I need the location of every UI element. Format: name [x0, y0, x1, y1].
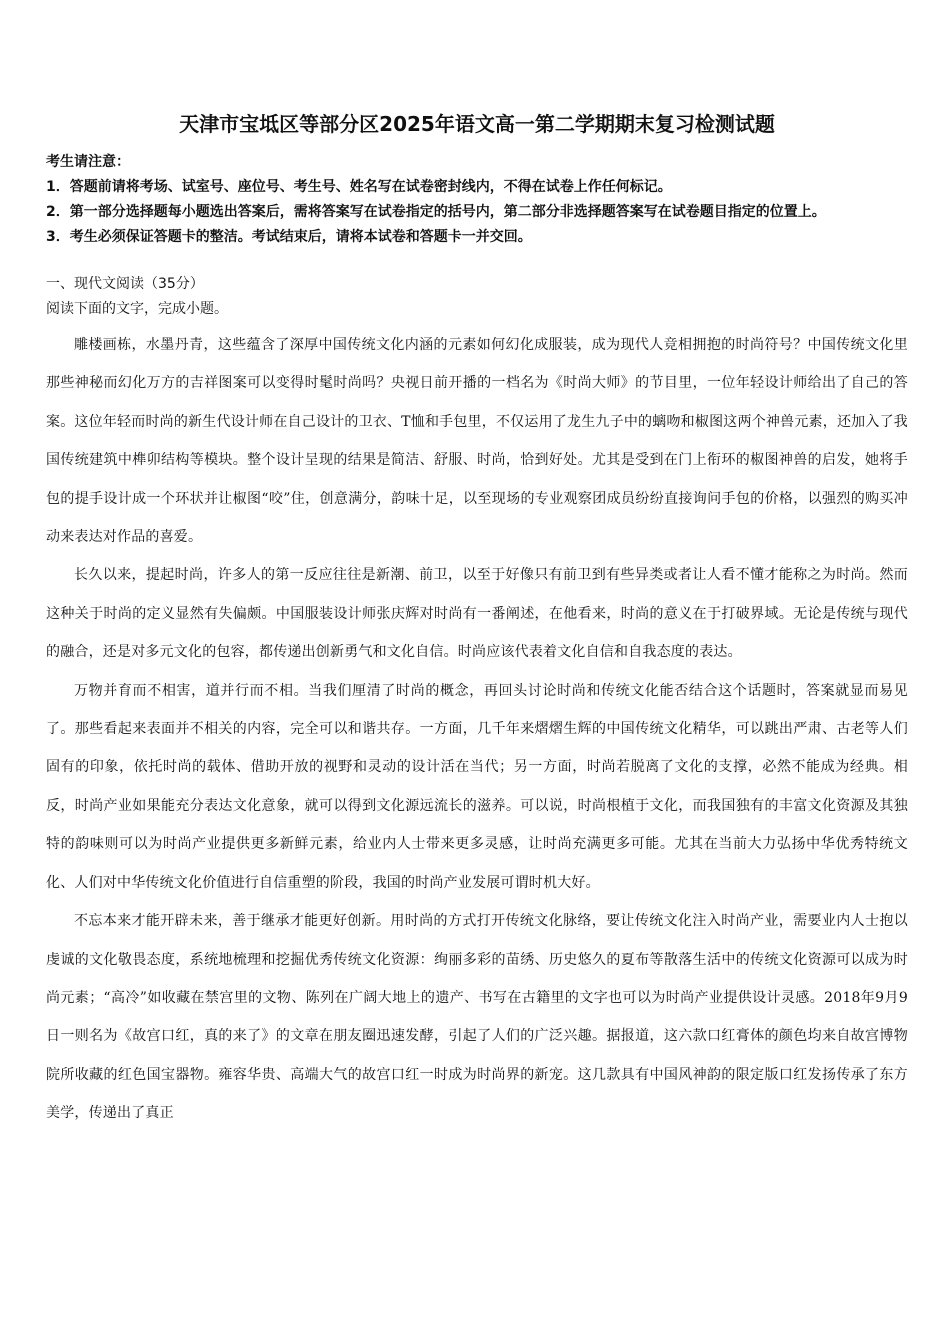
passage-paragraph: 长久以来，提起时尚，许多人的第一反应往往是新潮、前卫，以至于好像只有前卫到有些异类或者让人看不懂才能称之为时尚。然而这种关于时尚的定义显然有失偏颇。中国服装设计师张庆辉对时尚有一番阐述，在他看来，时尚的意义在于打破界域。无论是传统与现代的融合，还是对多元文化的包容，都传递出创新勇气和文化自信。时尚应该代表着文化自信和自我态度的表达。: [46, 567, 908, 661]
notice-item: 3．考生必须保证答题卡的整洁。考试结束后，请将本试卷和答题卡一并交回。: [46, 229, 532, 245]
reading-passage: [46, 326, 908, 1133]
notice-item: 1．答题前请将考场、试室号、座位号、考生号、姓名写在试卷密封线内，不得在试卷上作任何标记。: [46, 179, 672, 195]
section-heading: 一、现代文阅读（35分）: [46, 276, 204, 292]
passage-paragraph: 不忘本来才能开辟未来，善于继承才能更好创新。用时尚的方式打开传统文化脉络，要让传统文化注入时尚产业，需要业内人士抱以虔诚的文化敬畏态度，系统地梳理和挖掘优秀传统文化资源：绚丽多彩的苗绣、历史悠久的夏布等散落生活中的传统文化资源可以成为时尚元素；“高冷”如收藏在禁宫里的文物、陈列在广阔大地上的遗产、书写在古籍里的文字也可以为时尚产业提供设计灵感。2018年9月9日一则名为《故宫口红，真的来了》的文章在朋友圈迅速发酵，引起了人们的广泛兴趣。据报道，这六款口红膏体的颜色均来自故宫博物院所收藏的红色国宝器物。雍容华贵、高端大气的故宫口红一时成为时尚界的新宠。这几款具有中国风神韵的限定版口红发扬传承了东方美学，传递出了真正: [46, 913, 908, 1122]
exam-page: [46, 110, 908, 1133]
passage-paragraph: 雕楼画栋，水墨丹青，这些蕴含了深厚中国传统文化内涵的元素如何幻化成服装，成为现代人竞相拥抱的时尚符号？中国传统文化里那些神秘而幻化万方的吉祥图案可以变得时髦时尚吗？央视日前开播的一档名为《时尚大师》的节目里，一位年轻设计师给出了自己的答案。这位年轻而时尚的新生代设计师在自己设计的卫衣、T恤和手包里，不仅运用了龙生九子中的螭吻和椒图这两个神兽元素，还加入了我国传统建筑中榫卯结构等模块。整个设计呈现的结果是简洁、舒服、时尚，恰到好处。尤其是受到在门上衔环的椒图神兽的启发，她将手包的提手设计成一个环状并让椒图“咬”住，创意满分，韵味十足，以至现场的专业观察团成员纷纷直接询问手包的价格，以强烈的购买冲动来表达对作品的喜爱。: [46, 337, 908, 546]
notice-item: 2．第一部分选择题每小题选出答案后，需将答案写在试卷指定的括号内，第二部分非选择题答案写在试卷题目指定的位置上。: [46, 204, 826, 220]
passage-paragraph: 万物并育而不相害，道并行而不相。当我们厘清了时尚的概念，再回头讨论时尚和传统文化能否结合这个话题时，答案就显而易见了。那些看起来表面并不相关的内容，完全可以和谐共存。一方面，几千年来熠熠生辉的中国传统文化精华，可以跳出严肃、古老等人们固有的印象，依托时尚的载体、借助开放的视野和灵动的设计活在当代；另一方面，时尚若脱离了文化的支撑，必然不能成为经典。相反，时尚产业如果能充分表达文化意象，就可以得到文化源远流长的滋养。可以说，时尚根植于文化，而我国独有的丰富文化资源及其独特的韵味则可以为时尚产业提供更多新鲜元素，给业内人士带来更多灵感，让时尚充满更多可能。尤其在当前大力弘扬中华优秀特统文化、人们对中华传统文化价值进行自信重塑的阶段，我国的时尚产业发展可谓时机大好。: [46, 682, 908, 891]
section-instruction: 阅读下面的文字，完成小题。: [46, 301, 228, 317]
notice-heading: 考生请注意：: [46, 154, 130, 170]
candidate-notice: [46, 150, 908, 250]
exam-title: 天津市宝坻区等部分区2025年语文高一第二学期期末复习检测试题: [179, 112, 775, 136]
